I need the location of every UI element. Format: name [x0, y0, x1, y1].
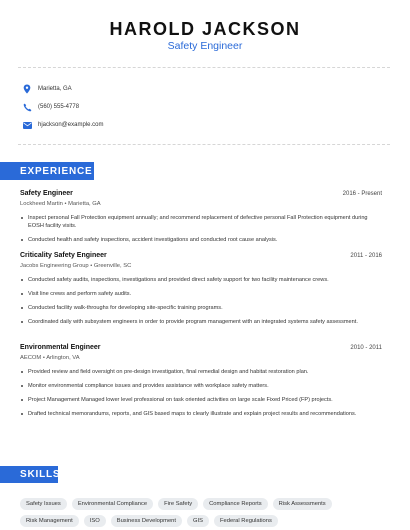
job-entry	[20, 344, 382, 424]
job-bullet: Visit line crews and perform safety audits.	[20, 290, 382, 298]
map-pin-icon	[22, 84, 32, 94]
job-title: Safety Engineer	[20, 190, 73, 197]
skill-chip: Environmental Compliance	[72, 498, 153, 510]
location-text: Marietta, GA	[38, 86, 72, 92]
job-dates: 2011 - 2016	[350, 253, 382, 259]
job-dates: 2010 - 2011	[350, 345, 382, 351]
job-dates: 2016 - Present	[342, 191, 382, 197]
job-bullet: Conducted health and safety inspections, accident investigations and conducted root cause analysis.	[20, 236, 382, 244]
skill-chip: Federal Regulations	[214, 515, 278, 527]
job-title: Criticality Safety Engineer	[20, 252, 107, 259]
skill-chip: Risk Assessments	[273, 498, 332, 510]
divider	[18, 144, 390, 145]
job-organization: AECOM • Arlington, VA	[20, 355, 80, 361]
contact-phone	[22, 100, 79, 114]
job-bullet: Conducted safety audits, inspections, investigations and provided direct safety support for two facility maintenance crews.	[20, 276, 382, 284]
contact-email[interactable]	[22, 118, 103, 132]
skills-heading: SKILLS	[0, 466, 58, 483]
job-bullet: Coordinated daily with subsystem engineers in order to provide program management with an integrated systems safety assessment.	[20, 318, 382, 326]
divider	[18, 67, 390, 68]
email-text[interactable]: hjackson@example.com	[38, 122, 104, 128]
job-bullet: Conducted facility walk-throughs for developing site-specific training programs.	[20, 304, 382, 312]
job-bullet: Provided review and field oversight on pre-design investigation, final remedial design and habitat restoration plan.	[20, 368, 382, 376]
phone-text: (560) 555-4778	[38, 104, 80, 110]
job-organization: Jacobs Engineering Group • Greenville, SC	[20, 263, 132, 269]
skill-chip: Business Development	[111, 515, 182, 527]
job-entry	[20, 252, 382, 332]
skill-chip: GIS	[187, 515, 209, 527]
job-bullets	[20, 368, 382, 418]
job-entry	[20, 190, 382, 250]
envelope-icon	[22, 120, 32, 130]
resume-title: Safety Engineer	[167, 40, 243, 52]
skill-chip: Compliance Reports	[203, 498, 268, 510]
job-bullet: Drafted technical memorandums, reports, and GIS based maps to clearly illustrate and explain project results and recommendations.	[20, 410, 382, 418]
job-organization: Lockheed Martin • Marietta, GA	[20, 201, 101, 207]
job-bullets	[20, 214, 382, 244]
skill-chip: Risk Management	[20, 515, 79, 527]
job-bullet: Inspect personal Fall Protection equipment annually; and recommend replacement of defective personal Fall Protection equipment during EOSH facility visits.	[20, 214, 382, 230]
skills-list	[20, 498, 395, 527]
skill-chip: Fire Safety	[158, 498, 198, 510]
resume-name: HAROLD JACKSON	[109, 19, 301, 39]
contact-location	[22, 82, 72, 96]
skill-chip: ISO	[84, 515, 106, 527]
job-bullet: Monitor environmental compliance issues and provides assistance with workplace safety matters.	[20, 382, 382, 390]
phone-icon	[22, 102, 32, 112]
job-bullet: Project Management Managed lower level professional on task oriented activities on large scale Fixed Priced (FP) projects.	[20, 396, 382, 404]
job-title: Environmental Engineer	[20, 344, 101, 351]
experience-heading: EXPERIENCE	[0, 162, 94, 180]
skill-chip: Safety Issues	[20, 498, 67, 510]
job-bullets	[20, 276, 382, 326]
